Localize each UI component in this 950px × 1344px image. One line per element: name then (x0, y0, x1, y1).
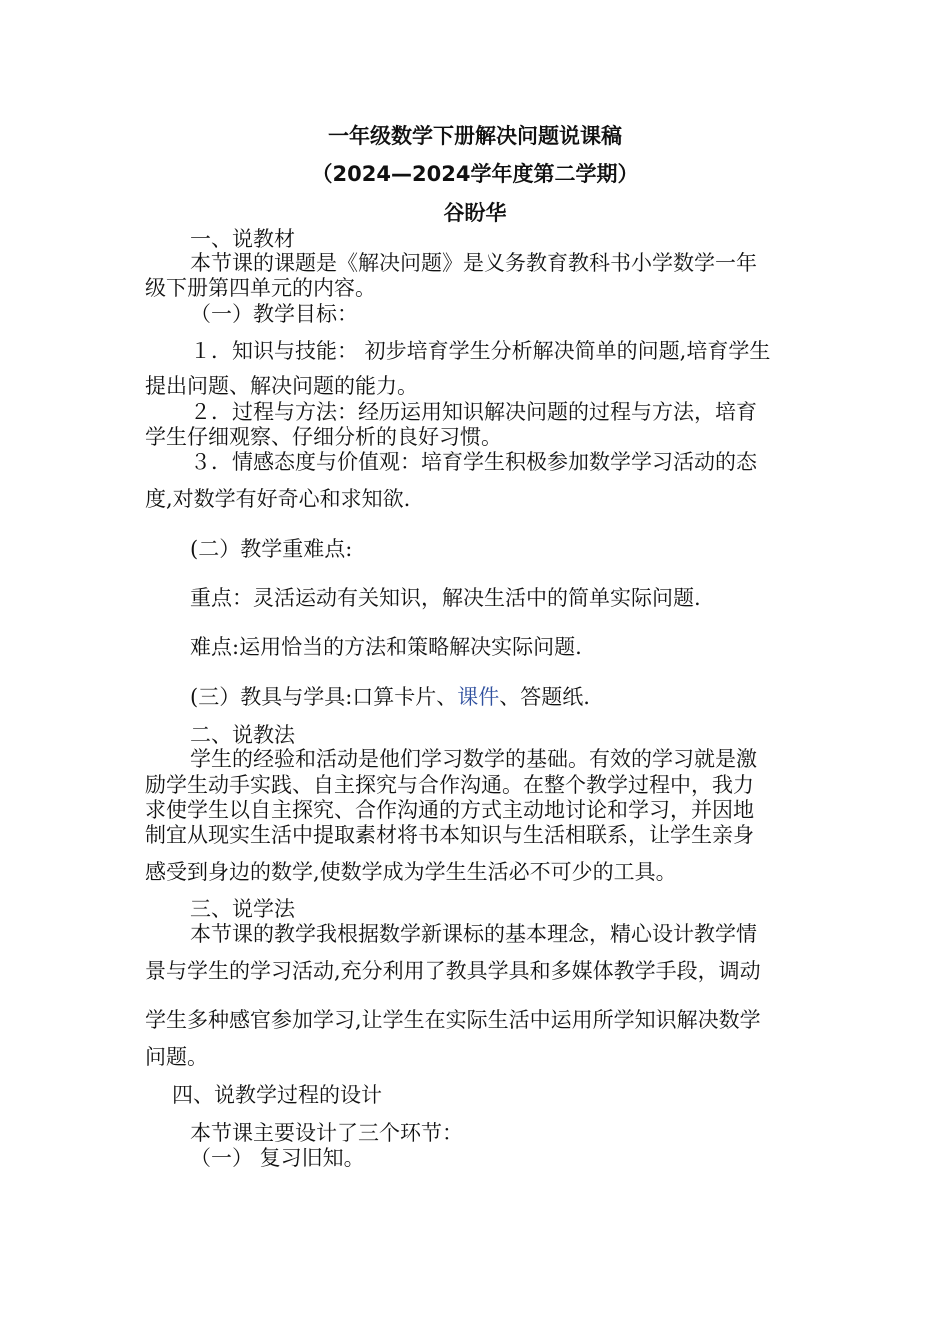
section-heading-textbook: 一、说教材 (190, 227, 295, 251)
document-title: 一年级数学下册解决问题说课稿 (328, 124, 622, 148)
paragraph-line: 本节课的教学我根据数学新课标的基本理念，精心设计教学情 (190, 922, 757, 946)
paragraph-line: 学生多种感官参加学习,让学生在实际生活中运用所学知识解决数学 (145, 1008, 761, 1032)
paragraph-line: 提出问题、解决问题的能力。 (145, 374, 418, 398)
paragraph-line: 景与学生的学习活动,充分利用了教具学具和多媒体教学手段，调动 (145, 959, 761, 983)
paragraph-line: 求使学生以自主探究、合作沟通的方式主动地讨论和学习，并因地 (145, 798, 754, 822)
section-heading-teaching-method: 二、说教法 (190, 723, 295, 747)
paragraph-line: 制宜从现实生活中提取素材将书本知识与生活相联系，让学生亲身 (145, 823, 754, 847)
subsection-heading-materials (190, 684, 590, 710)
paragraph-line: １．知识与技能： 初步培育学生分析解决简单的问题,培育学生 (190, 339, 771, 363)
paragraph-line: 感受到身边的数学,使数学成为学生生活必不可少的工具。 (145, 860, 677, 884)
document-author: 谷盼华 (443, 201, 507, 225)
subsection-heading-objectives: （一）教学目标： (190, 302, 358, 326)
paragraph-line: ２．过程与方法：经历运用知识解决问题的过程与方法，培育 (190, 400, 757, 424)
section-heading-process-design: 四、说教学过程的设计 (172, 1083, 382, 1107)
paragraph-line: 学生的经验和活动是他们学习数学的基础。有效的学习就是激 (190, 747, 757, 771)
courseware-link[interactable]: 课件 (457, 685, 500, 709)
paragraph-line: 励学生动手实践、自主探究与合作沟通。在整个教学过程中，我力 (145, 773, 754, 797)
paragraph-line: 学生仔细观察、仔细分析的良好习惯。 (145, 425, 502, 449)
paragraph-line: 本节课的课题是《解决问题》是义务教育教科书小学数学一年 (190, 251, 757, 275)
paragraph-line: ３．情感态度与价值观：培育学生积极参加数学学习活动的态 (190, 450, 757, 474)
paragraph-line: 本节课主要设计了三个环节： (190, 1121, 463, 1145)
subsection-heading-key-points: (二）教学重难点: (190, 537, 353, 561)
materials-text-end: 、答题纸. (499, 685, 590, 709)
paragraph-line: 度,对数学有好奇心和求知欲. (145, 487, 411, 511)
paragraph-line: 重点：灵活运动有关知识，解决生活中的简单实际问题. (190, 586, 701, 610)
paragraph-line: 难点:运用恰当的方法和策略解决实际问题. (190, 635, 582, 659)
materials-text-start: (三）教具与学具:口算卡片、 (190, 685, 458, 709)
paragraph-line: 问题。 (145, 1045, 208, 1069)
section-heading-learning-method: 三、说学法 (190, 897, 295, 921)
subsection-heading-review: （一） 复习旧知。 (190, 1146, 365, 1170)
paragraph-line: 级下册第四单元的内容。 (145, 276, 376, 300)
document-subtitle: （2024—2024学年度第二学期） (311, 162, 639, 186)
